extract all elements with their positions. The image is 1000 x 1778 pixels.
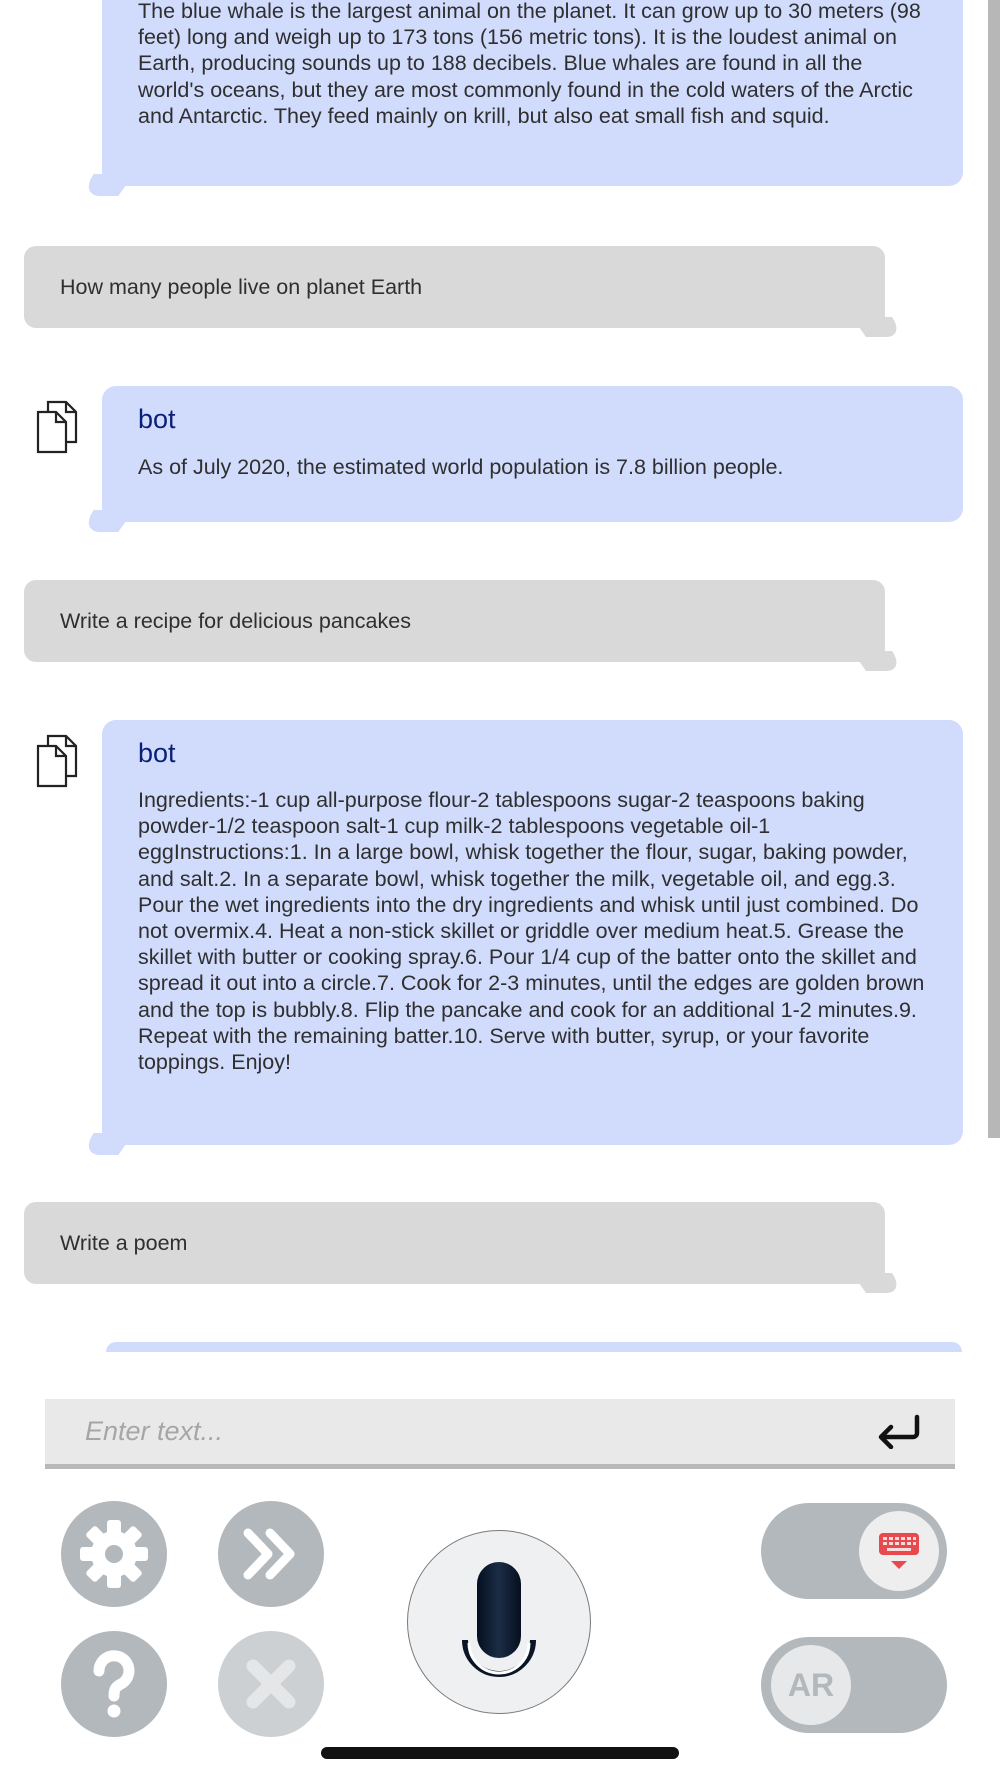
home-indicator xyxy=(321,1747,679,1759)
close-icon xyxy=(218,1631,324,1737)
user-message: Write a poem xyxy=(24,1202,885,1284)
gear-icon xyxy=(61,1501,167,1607)
ar-toggle[interactable] xyxy=(761,1637,947,1733)
text-input[interactable] xyxy=(45,1399,865,1464)
bot-message-text: As of July 2020, the estimated world population is 7.8 billion people. xyxy=(138,455,784,479)
microphone-button[interactable] xyxy=(407,1530,591,1714)
enter-icon[interactable] xyxy=(875,1413,923,1449)
settings-button[interactable] xyxy=(61,1501,167,1607)
user-message: How many people live on planet Earth xyxy=(24,246,885,328)
user-message: Write a recipe for delicious pancakes xyxy=(24,580,885,662)
keyboard-toggle[interactable] xyxy=(761,1503,947,1599)
bot-message-partial xyxy=(106,1342,962,1352)
ar-toggle-knob: AR xyxy=(771,1645,851,1725)
double-chevron-right-icon xyxy=(218,1501,324,1607)
text-input-bar xyxy=(45,1399,955,1469)
bot-message-text: The blue whale is the largest animal on the planet. It can grow up to 30 meters (98 feet) long and weigh up to 173 tons (156 metric tons). It is the loudest animal on Earth, producing sounds up to 188 decibels. Blue whales are found in all the world's oceans, but they are most commonly found in the cold waters of the Arctic and Antarctic. They feed mainly on krill, but also eat small fish and squid. xyxy=(138,0,921,128)
bot-message xyxy=(102,720,963,1145)
bot-message xyxy=(102,386,963,522)
help-button[interactable] xyxy=(61,1631,167,1737)
keyboard-hide-icon xyxy=(859,1511,939,1591)
skip-button[interactable] xyxy=(218,1501,324,1607)
bot-message-text: Ingredients:-1 cup all-purpose flour-2 tablespoons sugar-2 teaspoons baking powder-1/2 teaspoon salt-1 cup milk-2 tablespoons vegetable oil-1 eggInstructions:1. In a large bowl, whisk together the flour, sugar, baking powder, and salt.2. In a separate bowl, whisk together the milk, vegetable oil, and egg.3. Pour the wet ingredients into the dry ingredients and whisk until just combined. Do not overmix.4. Heat a non-stick skillet or griddle over medium heat.5. Grease the skillet with butter or cooking spray.6. Pour 1/4 cup of the batter onto the skillet and spread it out into a circle.7. Cook for 2-3 minutes, until the edges are golden brown and the top is bubbly.8. Flip the pancake and cook for an additional 1-2 minutes.9. Repeat with the remaining batter.10. Serve with butter, syrup, or your favorite toppings. Enjoy! xyxy=(138,788,925,1075)
copy-icon[interactable] xyxy=(34,730,86,790)
question-mark-icon xyxy=(61,1631,167,1737)
bot-message xyxy=(102,0,963,186)
bot-sender-name: bot xyxy=(138,404,176,434)
microphone-icon xyxy=(407,1530,591,1714)
bot-sender-name: bot xyxy=(138,738,176,768)
keyboard-toggle-knob xyxy=(859,1511,939,1591)
chat-scrollbar[interactable] xyxy=(988,0,1000,1138)
stop-button[interactable] xyxy=(218,1631,324,1737)
copy-icon[interactable] xyxy=(34,396,86,456)
